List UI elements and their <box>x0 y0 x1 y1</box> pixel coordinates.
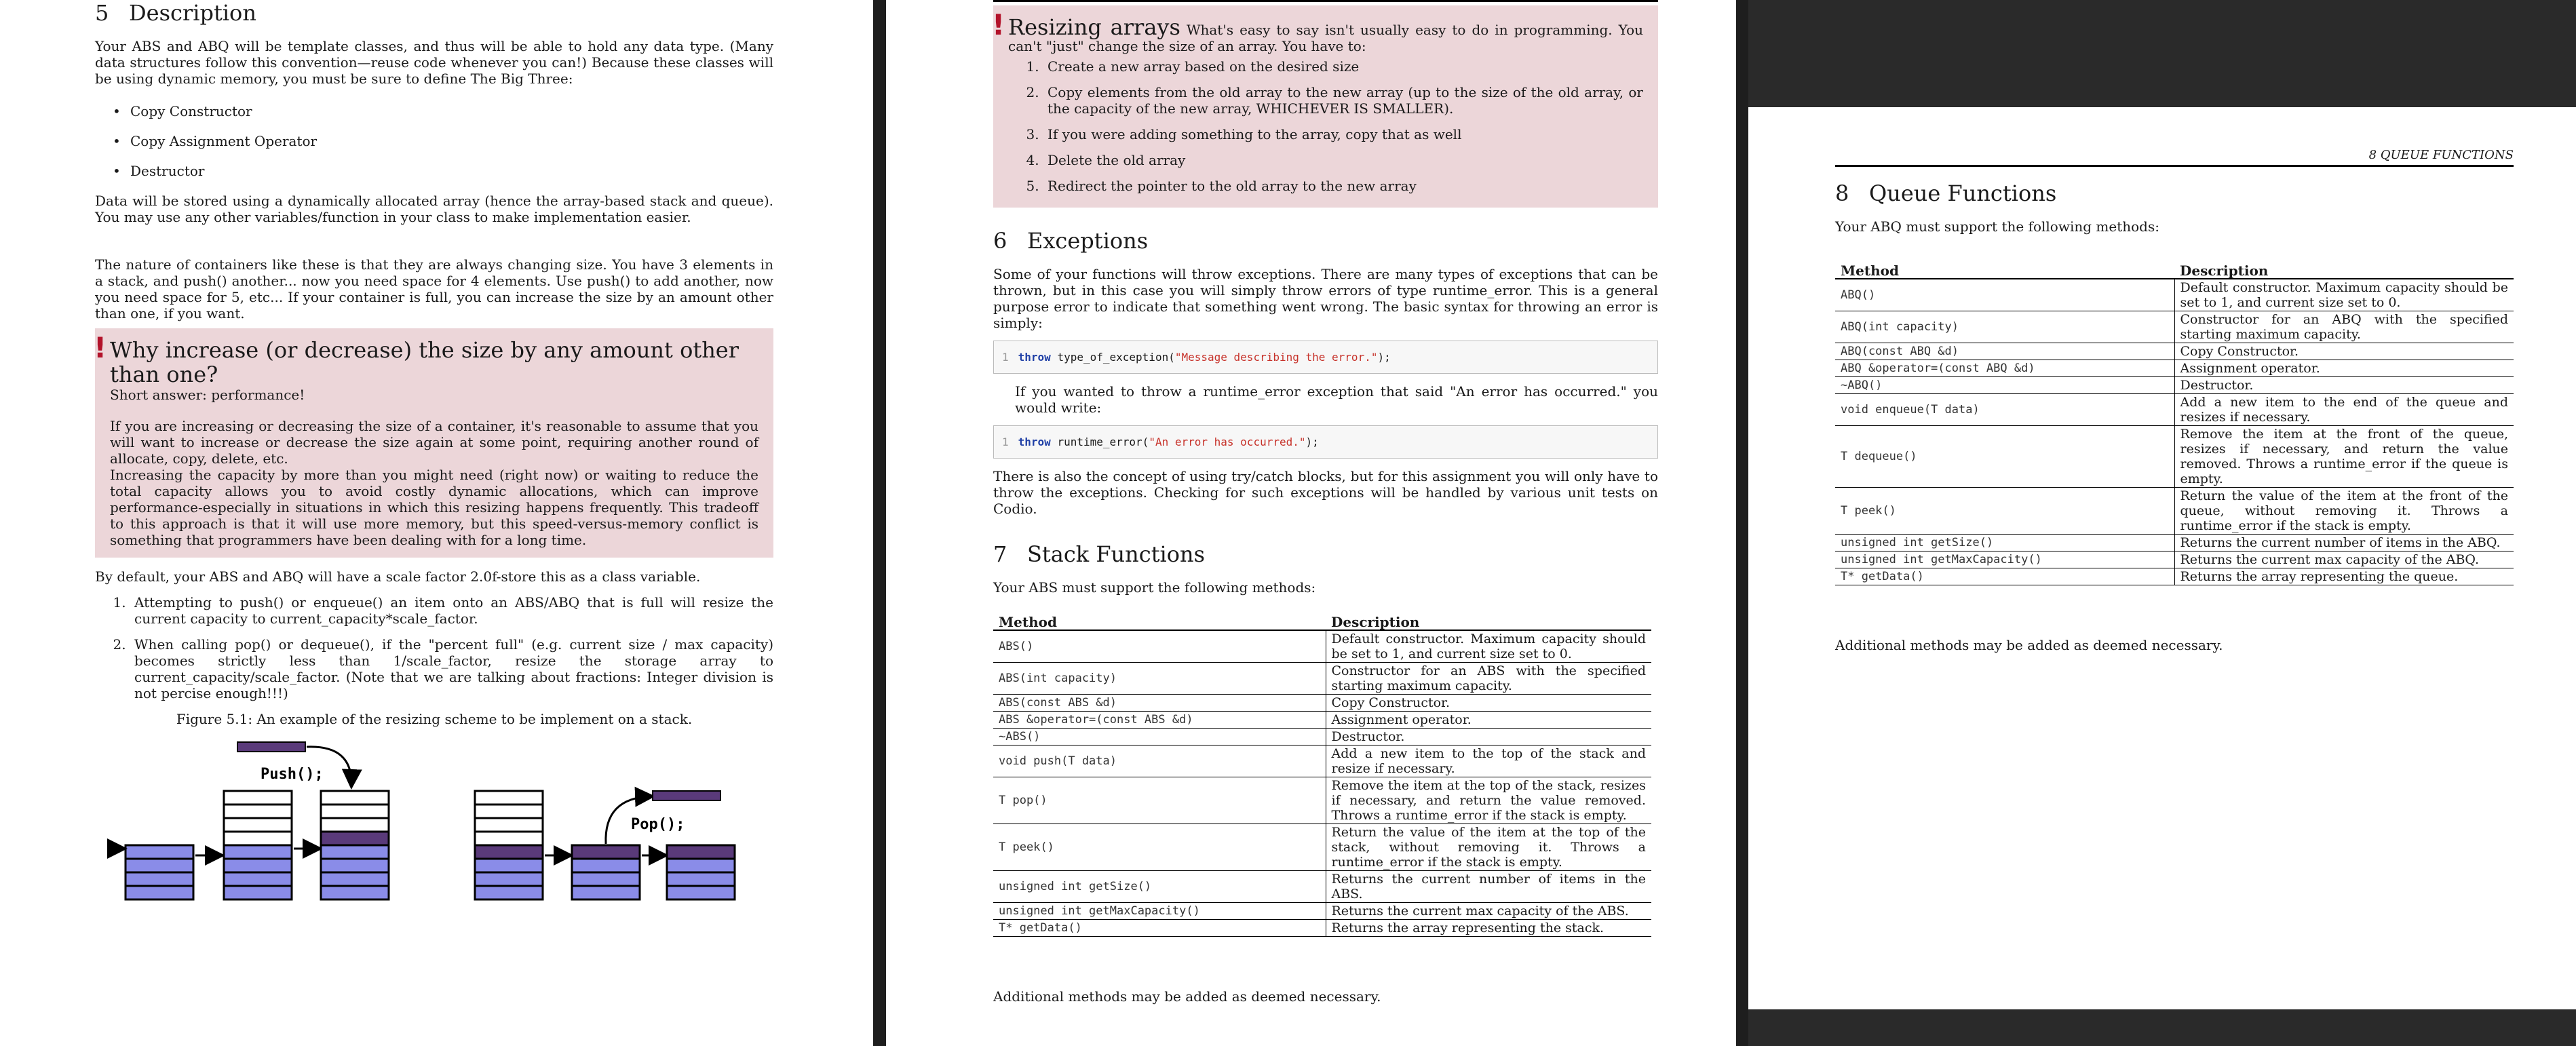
description-cell: Constructor for an ABQ with the specified starting maximum capacity. <box>2174 311 2514 343</box>
method-cell: T dequeue() <box>1835 426 2174 488</box>
description-cell: Constructor for an ABS with the specified starting maximum capacity. <box>1326 663 1651 695</box>
section-6-heading: 6 Exceptions <box>993 228 1149 254</box>
method-cell: ABQ() <box>1835 279 2174 311</box>
resize-figure <box>95 737 773 920</box>
column-header: Description <box>2174 263 2514 279</box>
table-row <box>1835 488 2514 535</box>
description-cell: Copy Constructor. <box>1326 695 1651 712</box>
list-item: 1. Create a new array based on the desired size <box>1043 58 1643 75</box>
description-cell: Assignment operator. <box>1326 712 1651 729</box>
description-cell: Destructor. <box>2174 377 2514 394</box>
list-item: 2. Copy elements from the old array to the new array (up to the size of the old array, or the capacity of the new array, WHICHEVER IS SMALLER). <box>1043 84 1643 117</box>
description-cell: Returns the current max capacity of the ABS. <box>1326 903 1651 920</box>
pdf-page-3 <box>1748 107 2576 1009</box>
stack-diagram-2 <box>224 791 292 899</box>
intro-paragraph: Your ABS and ABQ will be template classes, and thus will be able to hold any data type. (Many data structures follow this convention—reuse code whenever you can!) Because these classes will be using dynamic memory, you must be sure to define The Big Three: <box>95 38 773 87</box>
table-row <box>1835 394 2514 426</box>
column-header: Method <box>1835 263 2174 279</box>
code-block-1: 1 throw type_of_exception("Message describing the error."); <box>993 341 1658 374</box>
resize-rules-list <box>130 594 773 701</box>
column-header: Method <box>993 615 1326 630</box>
method-cell: ABQ &operator=(const ABQ &d) <box>1835 360 2174 377</box>
method-cell: ABS() <box>993 630 1326 663</box>
pop-label: Pop(); <box>631 816 685 833</box>
push-label: Push(); <box>261 766 324 783</box>
stack-diagram-5 <box>572 845 640 899</box>
description-cell: Returns the current max capacity of the ABQ. <box>2174 551 2514 568</box>
method-cell: void push(T data) <box>993 745 1326 777</box>
method-cell: unsigned int getMaxCapacity() <box>1835 551 2174 568</box>
callout-short: Short answer: performance! <box>110 387 305 403</box>
big-three-list <box>130 103 773 179</box>
list-item: 1. Attempting to push() or enqueue() an item onto an ABS/ABQ that is full will resize the current capacity to current_capacity*scale_factor. <box>130 594 773 627</box>
description-cell: Returns the current number of items in the ABS. <box>1326 871 1651 903</box>
list-item: • Copy Constructor <box>130 103 773 119</box>
running-header: 8 QUEUE FUNCTIONS <box>1835 148 2514 167</box>
section-5-heading: 5 Description <box>95 0 256 26</box>
page-gap <box>1748 1009 2576 1046</box>
page-gap <box>873 0 886 1046</box>
nature-paragraph: The nature of containers like these is that they are always changing size. You have 3 elements in a stack, and push() another... now you need space for 4 elements. Use push() to add another, now you need space for 5, etc... If your container is full, you can increase the size by an amount other than one, if you want. <box>95 256 773 322</box>
pdf-page-1 <box>0 0 873 1046</box>
description-cell: Default constructor. Maximum capacity should be set to 1, and current size set to 0. <box>2174 279 2514 311</box>
table-row <box>993 920 1651 937</box>
list-item: 4. Delete the old array <box>1043 152 1643 168</box>
stack-diagram-3 <box>321 791 389 899</box>
stack-intro: Your ABS must support the following methods: <box>993 579 1316 596</box>
stack-diagram-1 <box>126 845 193 899</box>
table-row <box>993 695 1651 712</box>
list-item: 3. If you were adding something to the array, copy that as well <box>1043 126 1643 142</box>
description-cell: Add a new item to the top of the stack and resize if necessary. <box>1326 745 1651 777</box>
callout-box <box>95 328 773 558</box>
section-8-heading: 8 Queue Functions <box>1835 180 2057 206</box>
pdf-page-2 <box>886 0 1736 1046</box>
section-7-heading: 7 Stack Functions <box>993 541 1206 567</box>
queue-functions-table <box>1835 263 2514 585</box>
method-cell: unsigned int getSize() <box>1835 535 2174 551</box>
table-row <box>993 824 1651 871</box>
table-row <box>1835 343 2514 360</box>
table-row <box>1835 426 2514 488</box>
description-cell: Returns the array representing the stack. <box>1326 920 1651 937</box>
table-row <box>1835 568 2514 585</box>
scale-paragraph: By default, your ABS and ABQ will have a scale factor 2.0f-store this as a class variable. <box>95 568 701 585</box>
description-cell: Return the value of the item at the front of the queue, without removing it. Throws a runtime_error if the stack is empty. <box>2174 488 2514 535</box>
code-block-2: 1 throw runtime_error("An error has occurred."); <box>993 425 1658 459</box>
method-cell: ABQ(const ABQ &d) <box>1835 343 2174 360</box>
method-cell: T peek() <box>1835 488 2174 535</box>
exceptions-mid: If you wanted to throw a runtime_error exception that said "An error has occurred." you would write: <box>1015 383 1658 416</box>
table-row <box>1835 551 2514 568</box>
callout-body-2: Increasing the capacity by more than you might need (right now) or waiting to reduce the total capacity allows you to avoid costly dynamic allocations, which can improve performance-especially in situations in which this resizing happens frequently. This tradeoff to this approach is that it will use more memory, but this speed-versus-memory conflict is something that programmers have been dealing with for a long time. <box>110 467 758 548</box>
table-row <box>1835 279 2514 311</box>
resize-steps-list <box>1043 58 1643 194</box>
table-row <box>993 745 1651 777</box>
description-cell: Return the value of the item at the top of the stack, without removing it. Throws a runtime_error if the stack is empty. <box>1326 824 1651 871</box>
table-row <box>1835 360 2514 377</box>
stack-functions-table <box>993 615 1651 937</box>
description-cell: Destructor. <box>1326 729 1651 745</box>
exceptions-intro: Some of your functions will throw exceptions. There are many types of exceptions that can be thrown, but in this case you will simply throw errors of type runtime_error. This is a general purpose error to indicate that something went wrong. The basic syntax for throwing an error is simply: <box>993 266 1658 331</box>
table-row <box>993 777 1651 824</box>
page-gap <box>1748 0 2576 107</box>
stack-diagram-6 <box>667 845 735 899</box>
description-cell: Returns the current number of items in the ABQ. <box>2174 535 2514 551</box>
exceptions-end: There is also the concept of using try/catch blocks, but for this assignment you will only have to throw the exceptions. Checking for such exceptions will be handled by various unit tests on Codio. <box>993 468 1658 517</box>
table-row <box>1835 377 2514 394</box>
callout-intro: What's easy to say isn't usually easy to do in programming. You can't "just" change the size of an array. You have to: <box>1008 22 1644 54</box>
stack-footer: Additional methods may be added as deemed necessary. <box>993 988 1381 1005</box>
method-cell: unsigned int getMaxCapacity() <box>993 903 1326 920</box>
page-gap <box>1736 0 1748 1046</box>
description-cell: Assignment operator. <box>2174 360 2514 377</box>
callout-body-1: If you are increasing or decreasing the size of a container, it's reasonable to assume that you will want to increase or decrease the size again at some point, requiring another round of allocate, copy, delete, etc. <box>110 418 758 467</box>
callout-title: Resizing arrays <box>1008 14 1180 40</box>
list-item: • Copy Assignment Operator <box>130 133 773 149</box>
table-row <box>993 712 1651 729</box>
list-item: 5. Redirect the pointer to the old array to the new array <box>1043 178 1643 194</box>
queue-footer: Additional methods may be added as deemed necessary. <box>1835 637 2223 653</box>
storage-paragraph: Data will be stored using a dynamically allocated array (hence the array-based stack and queue). You may use any other variables/function in your class to make implementation easier. <box>95 193 773 225</box>
description-cell: Default constructor. Maximum capacity should be set to 1, and current size set to 0. <box>1326 630 1651 663</box>
resizing-callout <box>993 5 1658 208</box>
method-cell: ~ABQ() <box>1835 377 2174 394</box>
description-cell: Add a new item to the end of the queue and resizes if necessary. <box>2174 394 2514 426</box>
method-cell: T* getData() <box>993 920 1326 937</box>
table-row <box>1835 311 2514 343</box>
description-cell: Returns the array representing the queue. <box>2174 568 2514 585</box>
stack-diagram-4 <box>475 791 543 899</box>
method-cell: ABQ(int capacity) <box>1835 311 2174 343</box>
list-item: • Destructor <box>130 163 773 179</box>
table-row <box>993 871 1651 903</box>
description-cell: Remove the item at the top of the stack, resizes if necessary, and return the value removed. Throws a runtime_error if the stack is empty. <box>1326 777 1651 824</box>
table-row <box>993 729 1651 745</box>
method-cell: ABS &operator=(const ABS &d) <box>993 712 1326 729</box>
description-cell: Remove the item at the front of the queue, resizes if necessary, and return the value removed. Throws a runtime_error if the queue is empty. <box>2174 426 2514 488</box>
callout-title: Why increase (or decrease) the size by any amount other than one? <box>110 337 739 387</box>
warning-icon: ! <box>992 8 1005 41</box>
table-row <box>1835 535 2514 551</box>
method-cell: ABS(int capacity) <box>993 663 1326 695</box>
table-row <box>993 630 1651 663</box>
list-item: 2. When calling pop() or dequeue(), if the "percent full" (e.g. current size / max capacity) becomes strictly less than 1/scale_factor, resize the storage array to current_capacity/scale_factor. (Note that we are talking about fractions: Integer division is not percise enough!!!) <box>130 636 773 701</box>
column-header: Description <box>1326 615 1651 630</box>
warning-icon: ! <box>94 331 107 364</box>
queue-intro: Your ABQ must support the following methods: <box>1835 218 2159 235</box>
method-cell: T* getData() <box>1835 568 2174 585</box>
method-cell: ~ABS() <box>993 729 1326 745</box>
method-cell: unsigned int getSize() <box>993 871 1326 903</box>
table-row <box>993 663 1651 695</box>
method-cell: void enqueue(T data) <box>1835 394 2174 426</box>
description-cell: Copy Constructor. <box>2174 343 2514 360</box>
method-cell: ABS(const ABS &d) <box>993 695 1326 712</box>
method-cell: T pop() <box>993 777 1326 824</box>
table-row <box>993 903 1651 920</box>
figure-caption: Figure 5.1: An example of the resizing scheme to be implement on a stack. <box>176 711 693 727</box>
method-cell: T peek() <box>993 824 1326 871</box>
